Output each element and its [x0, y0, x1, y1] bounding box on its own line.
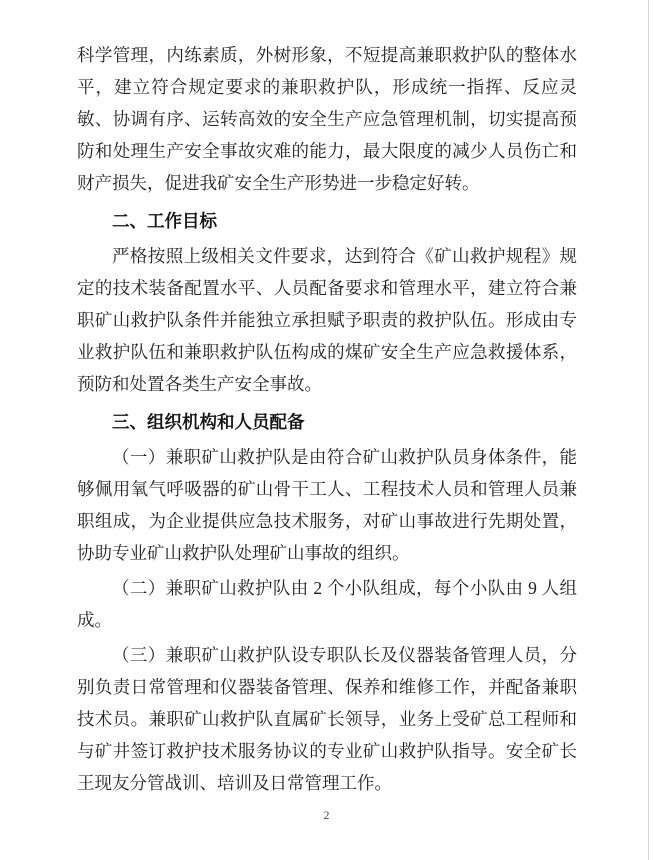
section-heading: 三、组织机构和人员配备 — [112, 412, 305, 432]
body-paragraph: 科学管理，内练素质，外树形象，不短提高兼职救护队的整体水平，建立符合规定要求的兼职救护队，形成统一指挥、反应灵敏、协调有序、运转高效的安全生产应急管理机制，切实提高预防和处理生产安全事故灾难的能力，最大限度的减少人员伤亡和财产损失，促进我矿安全生产形势进一步稳定好转。 — [77, 45, 577, 193]
page-footer — [0, 806, 653, 824]
section-heading: 二、工作目标 — [112, 211, 217, 231]
body-paragraph: 严格按照上级相关文件要求，达到符合《矿山救护规程》规定的技术装备配置水平、人员配备要求和管理水平，建立符合兼职矿山救护队条件并能独立承担赋予职责的救护队伍。形成由专业救护队伍和兼职救护队伍构成的煤矿安全生产应急救援体系，预防和处置各类生产安全事故。 — [77, 246, 577, 394]
body-paragraph: （二）兼职矿山救护队由 2 个小队组成，每个小队由 9 人组成。 — [77, 578, 577, 630]
page-right-edge-line — [648, 0, 649, 860]
document-body — [77, 36, 577, 799]
page-number: 2 — [323, 808, 330, 822]
body-paragraph: （三）兼职矿山救护队设专职队长及仪器装备管理人员，分别负责日常管理和仪器装备管理、保养和维修工作，并配备兼职技术员。兼职矿山救护队直属矿长领导，业务上受矿总工程师和与矿井签订救护技术服务协议的专业矿山救护队指导。安全矿长王现友分管战训、培训及日常管理工作。 — [77, 645, 577, 793]
body-paragraph: （一）兼职矿山救护队是由符合矿山救护队员身体条件，能够佩用氧气呼吸器的矿山骨干工人、工程技术人员和管理人员兼职组成，为企业提供应急技术服务，对矿山事故进行先期处置，协助专业矿山救护队处理矿山事故的组织。 — [77, 447, 577, 563]
